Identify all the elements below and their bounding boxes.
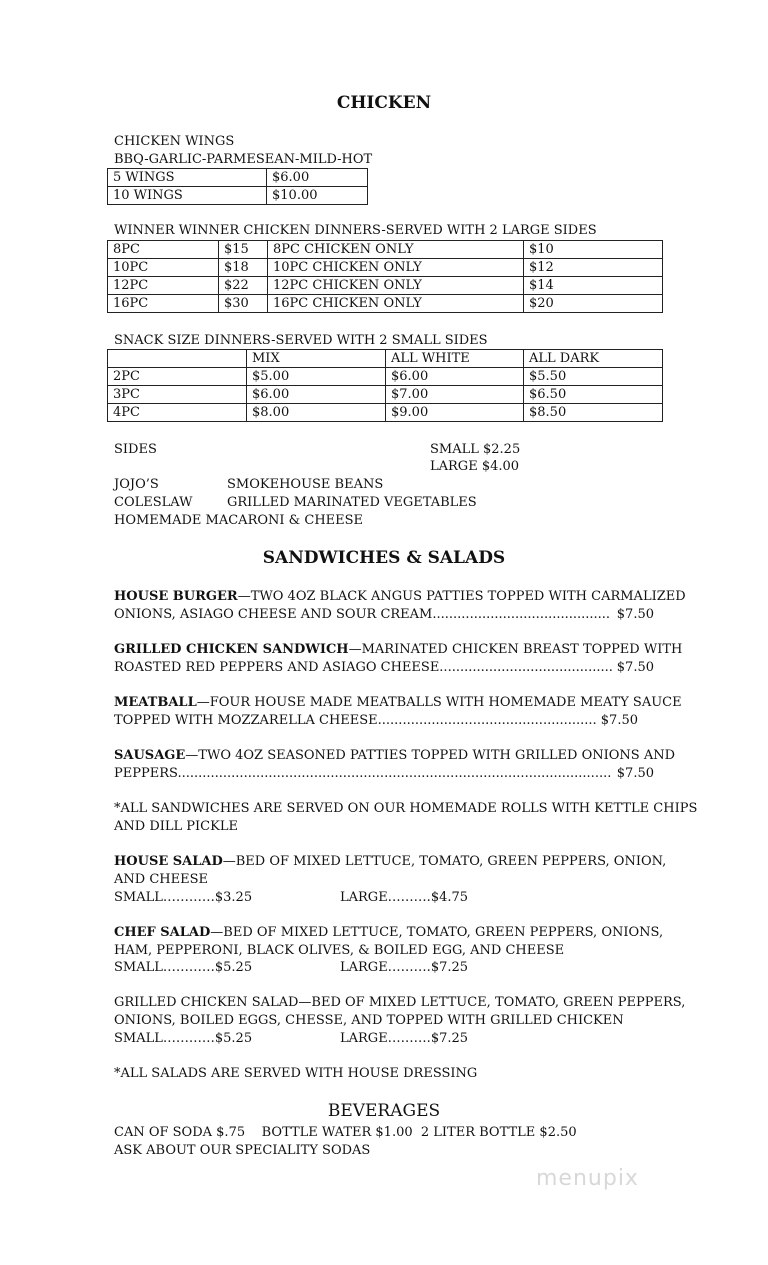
table-cell: $30 [219, 295, 268, 313]
beverages-heading: BEVERAGES [327, 1101, 441, 1121]
table-row [108, 386, 663, 404]
menu-item-grilled-chicken-salad: GRILLED CHICKEN SALAD—BED OF MIXED LETTUCE, TOMATO, GREEN PEPPERS, [114, 995, 686, 1010]
table-cell: $20 [524, 295, 663, 313]
watermark-logo: menupix [536, 1166, 639, 1191]
item-description: —TWO 4OZ BLACK ANGUS PATTIES TOPPED WITH CARMALIZED [237, 589, 686, 604]
sides-label: SIDES [114, 442, 157, 457]
table-header-cell: MIX [247, 350, 386, 368]
table-cell: $5.00 [247, 368, 386, 386]
menu-item-meatball [114, 694, 682, 712]
item-price-large: LARGE……….$4.75 [340, 890, 469, 905]
item-description: ONIONS, ASIAGO CHEESE AND SOUR CREAM........................................... [114, 607, 611, 622]
table-row [108, 187, 368, 205]
table-cell: $10.00 [267, 187, 368, 205]
item-price-small: SMALL…………$3.25 [114, 890, 253, 905]
table-row [108, 277, 663, 295]
item-price-small: SMALL…………$5.25 [114, 1031, 253, 1046]
table-cell: 12PC CHICKEN ONLY [268, 277, 524, 295]
chicken-heading: CHICKEN [336, 93, 432, 113]
side-item: GRILLED MARINATED VEGETABLES [227, 495, 477, 510]
salad-note: *ALL SALADS ARE SERVED WITH HOUSE DRESSING [114, 1066, 478, 1081]
menu-item-house-burger [114, 588, 686, 606]
wings-flavors: BBQ-GARLIC-PARMESEAN-MILD-HOT [114, 152, 373, 167]
item-description: —FOUR HOUSE MADE MEATBALLS WITH HOMEMADE MEATY SAUCE [196, 695, 682, 710]
table-cell: $7.00 [386, 386, 524, 404]
table-row [108, 259, 663, 277]
item-description: —TWO 4OZ SEASONED PATTIES TOPPED WITH GRILLED ONIONS AND [185, 748, 676, 763]
table-cell: $6.00 [267, 169, 368, 187]
table-cell: $14 [524, 277, 663, 295]
wings-table [107, 168, 368, 205]
table-cell: 2PC [108, 368, 247, 386]
item-name: HOUSE SALAD [114, 854, 223, 869]
beverages-line: CAN OF SODA $.75 BOTTLE WATER $1.00 2 LITER BOTTLE $2.50 [114, 1125, 577, 1140]
item-name: GRILLED CHICKEN SANDWICH [114, 642, 349, 657]
dinners-table [107, 240, 663, 313]
side-item: SMOKEHOUSE BEANS [227, 477, 384, 492]
table-cell: 8PC [108, 241, 219, 259]
table-row [108, 368, 663, 386]
table-row [108, 295, 663, 313]
item-description: ONIONS, BOILED EGGS, CHESSE, AND TOPPED WITH GRILLED CHICKEN [114, 1013, 624, 1028]
item-price: $7.50 [616, 766, 654, 781]
item-name: CHEF SALAD [114, 925, 211, 940]
table-cell: 10PC CHICKEN ONLY [268, 259, 524, 277]
side-item: HOMEMADE MACARONI & CHEESE [114, 513, 364, 528]
item-description: —BED OF MIXED LETTUCE, TOMATO, GREEN PEPPERS, ONIONS, [210, 925, 664, 940]
table-cell: $8.50 [524, 404, 663, 422]
table-row [108, 241, 663, 259]
table-header-cell: ALL WHITE [386, 350, 524, 368]
item-price-small: SMALL…………$5.25 [114, 960, 253, 975]
side-item: JOJO’S [114, 477, 159, 492]
table-cell: $6.00 [247, 386, 386, 404]
table-header-cell [108, 350, 247, 368]
table-cell: $22 [219, 277, 268, 295]
sandwich-note: AND DILL PICKLE [114, 819, 238, 834]
table-cell: 4PC [108, 404, 247, 422]
item-description: TOPPED WITH MOZZARELLA CHEESE..................................................... [114, 713, 597, 728]
sides-small-price: SMALL $2.25 [430, 442, 521, 457]
item-description: PEPPERS......................................................................................................... [114, 766, 612, 781]
table-cell: $18 [219, 259, 268, 277]
table-row [108, 169, 368, 187]
beverages-line: ASK ABOUT OUR SPECIALITY SODAS [114, 1143, 371, 1158]
item-description: —MARINATED CHICKEN BREAST TOPPED WITH [348, 642, 683, 657]
wings-title: CHICKEN WINGS [114, 134, 235, 149]
item-name: HOUSE BURGER [114, 589, 238, 604]
table-cell: $6.50 [524, 386, 663, 404]
table-cell: 12PC [108, 277, 219, 295]
side-item: COLESLAW [114, 495, 193, 510]
item-price: $7.50 [616, 660, 654, 675]
table-cell: 8PC CHICKEN ONLY [268, 241, 524, 259]
table-cell: $10 [524, 241, 663, 259]
menu-item-house-salad [114, 853, 666, 871]
table-cell: $8.00 [247, 404, 386, 422]
table-row [108, 404, 663, 422]
item-description: AND CHEESE [114, 872, 208, 887]
dinners-title: WINNER WINNER CHICKEN DINNERS-SERVED WITH 2 LARGE SIDES [114, 223, 597, 238]
table-cell: $6.00 [386, 368, 524, 386]
table-cell: $15 [219, 241, 268, 259]
sandwich-note: *ALL SANDWICHES ARE SERVED ON OUR HOMEMADE ROLLS WITH KETTLE CHIPS [114, 801, 698, 816]
menu-item-grilled-chicken-sandwich [114, 641, 682, 659]
table-cell: 16PC [108, 295, 219, 313]
snack-table [107, 349, 663, 422]
sandwiches-heading: SANDWICHES & SALADS [262, 548, 506, 568]
item-price-large: LARGE……….$7.25 [340, 960, 469, 975]
item-description: ROASTED RED PEPPERS AND ASIAGO CHEESE.......................................... [114, 660, 613, 675]
table-cell: 3PC [108, 386, 247, 404]
menu-item-sausage [114, 747, 675, 765]
table-cell: $12 [524, 259, 663, 277]
table-cell: $9.00 [386, 404, 524, 422]
table-header-cell: ALL DARK [524, 350, 663, 368]
menu-item-chef-salad [114, 924, 663, 942]
table-cell: $5.50 [524, 368, 663, 386]
snack-title: SNACK SIZE DINNERS-SERVED WITH 2 SMALL SIDES [114, 333, 488, 348]
sides-large-price: LARGE $4.00 [430, 459, 520, 474]
item-name: MEATBALL [114, 695, 197, 710]
table-cell: 10PC [108, 259, 219, 277]
table-cell: 5 WINGS [108, 169, 267, 187]
table-cell: 16PC CHICKEN ONLY [268, 295, 524, 313]
table-cell: 10 WINGS [108, 187, 267, 205]
item-price-large: LARGE……….$7.25 [340, 1031, 469, 1046]
item-name: SAUSAGE [114, 748, 186, 763]
table-header-row [108, 350, 663, 368]
item-description: —BED OF MIXED LETTUCE, TOMATO, GREEN PEPPERS, ONION, [222, 854, 667, 869]
item-description: HAM, PEPPERONI, BLACK OLIVES, & BOILED EGG, AND CHEESE [114, 943, 565, 958]
item-price: $7.50 [600, 713, 638, 728]
item-price: $7.50 [616, 607, 654, 622]
